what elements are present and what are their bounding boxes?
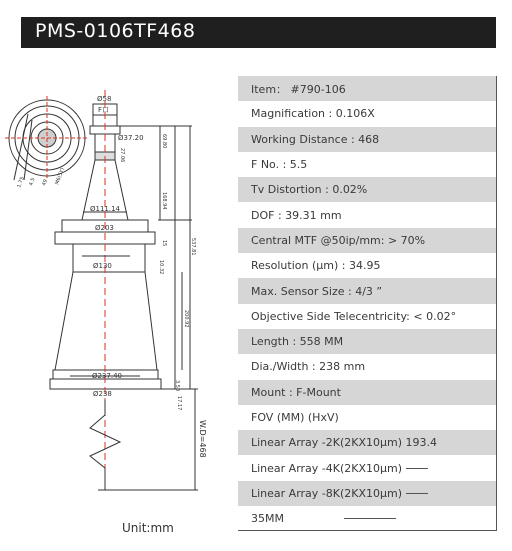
- spec-table-bottom-rule: [238, 530, 497, 531]
- spec-text: Dia./Width : 238 mm: [251, 360, 366, 374]
- spec-table-border: [496, 76, 497, 531]
- dim-v4: 537.81: [190, 238, 196, 256]
- dim-s4: 1.75: [16, 176, 26, 189]
- dim-wd: W.D=468: [198, 420, 207, 458]
- product-header: [21, 17, 496, 48]
- spec-row: [238, 430, 496, 455]
- spec-row: [238, 304, 496, 329]
- spec-text: Resolution (μm) : 34.95: [251, 259, 381, 273]
- dim-d111: Ø111.14: [90, 205, 121, 213]
- spec-row: [238, 101, 496, 126]
- lower-cone: [55, 272, 157, 370]
- spec-text: 35MM: [251, 512, 284, 526]
- spec-text: Central MTF @50ip/mm: > 70%: [251, 233, 426, 247]
- spec-text: Length : 558 MM: [251, 335, 344, 349]
- spec-text: Item： #790-106: [251, 82, 346, 96]
- spec-text: Objective Side Telecentricity: < 0.02°: [251, 309, 457, 323]
- spec-text: Working Distance : 468: [251, 132, 380, 146]
- spec-row: [238, 203, 496, 228]
- spec-text: FOV (MM) (HxV): [251, 411, 339, 425]
- spec-text: Linear Array -4K(2KX10μm): [251, 461, 403, 475]
- dim-d58: Ø58: [97, 95, 112, 103]
- dim-s2: 49: [41, 178, 50, 187]
- spec-row: [238, 380, 496, 405]
- unit-label: Unit:mm: [122, 521, 174, 535]
- spec-row: [238, 329, 496, 354]
- spec-text: Mount : F-Mount: [251, 385, 341, 399]
- dim-v8: 3.50: [174, 380, 180, 392]
- spec-dash: [344, 518, 396, 519]
- dim-d238: Ø238: [93, 390, 112, 398]
- dim-d237: Ø237.40: [92, 372, 123, 380]
- spec-text: Linear Array -8K(2KX10μm): [251, 486, 403, 500]
- dim-v1: 69.80: [161, 134, 167, 149]
- spec-row: [238, 456, 496, 481]
- product-title: PMS-0106TF468: [35, 20, 196, 42]
- spec-row: [238, 354, 496, 379]
- spec-text: Magnification : 0.106X: [251, 107, 375, 121]
- dim-d203: Ø203: [95, 224, 114, 232]
- spec-row: [238, 278, 496, 303]
- spec-row: [238, 127, 496, 152]
- spec-row: [238, 405, 496, 430]
- spec-text: Linear Array -2K(2KX10μm) 193.4: [251, 436, 438, 450]
- dim-v2: 27.06: [119, 148, 125, 163]
- spec-dash: [406, 468, 428, 469]
- spec-row: [238, 76, 496, 101]
- spec-row: [238, 506, 496, 531]
- spec-dash: [406, 493, 428, 494]
- spec-row: [238, 253, 496, 278]
- spec-table: [238, 76, 496, 531]
- spec-text: F No. : 5.5: [251, 158, 308, 172]
- spec-text: DOF : 39.31 mm: [251, 208, 342, 222]
- spec-text: Max. Sensor Size : 4/3 ”: [251, 284, 383, 298]
- dim-f: F口: [98, 106, 110, 114]
- dim-v3: 168.94: [161, 192, 167, 210]
- dim-s1: M6(5Y): [54, 167, 66, 186]
- dim-v7: 15: [161, 240, 167, 247]
- spec-row: [238, 228, 496, 253]
- lens-technical-drawing: [0, 60, 238, 551]
- dim-s3: 4.5: [28, 177, 37, 187]
- spec-row: [238, 152, 496, 177]
- dim-d37: Ø37.20: [118, 134, 144, 142]
- dim-v5: 10.32: [158, 260, 164, 275]
- dim-v9: 17.17: [176, 396, 182, 411]
- dim-d130: Ø130: [93, 262, 112, 270]
- spec-row: [238, 481, 496, 506]
- spec-text: Tv Distortion : 0.02%: [251, 183, 368, 197]
- spec-row: [238, 177, 496, 202]
- dim-v6: 200.92: [183, 310, 189, 328]
